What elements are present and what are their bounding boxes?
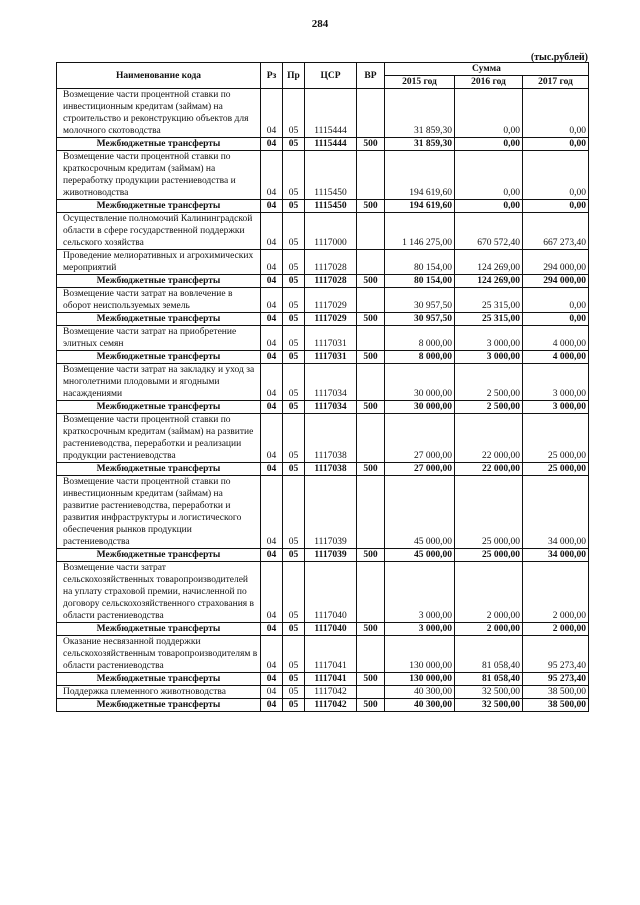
cell-y2015: 27 000,00 (385, 414, 455, 463)
cell-y2015: 30 000,00 (385, 401, 455, 414)
table-row (57, 686, 589, 699)
cell-csr: 1115450 (305, 151, 357, 200)
cell-pr: 05 (283, 351, 305, 364)
cell-csr: 1117041 (305, 673, 357, 686)
cell-name: Межбюджетные трансферты (57, 623, 261, 636)
cell-name: Возмещение части процентной ставки по краткосрочным кредитам (займам) на развитие растениеводства, переработки и реализации продукции растениеводства (57, 414, 261, 463)
cell-y2017: 3 000,00 (523, 401, 589, 414)
table-body (57, 89, 589, 712)
cell-name: Возмещение части затрат на приобретение элитных семян (57, 326, 261, 351)
cell-y2017: 38 500,00 (523, 686, 589, 699)
cell-vr (357, 89, 385, 138)
cell-vr (357, 414, 385, 463)
cell-csr: 1117042 (305, 686, 357, 699)
cell-y2017: 0,00 (523, 288, 589, 313)
cell-csr: 1117028 (305, 250, 357, 275)
table-row (57, 414, 589, 463)
cell-rz: 04 (261, 250, 283, 275)
cell-name: Межбюджетные трансферты (57, 699, 261, 712)
cell-y2016: 3 000,00 (455, 326, 523, 351)
cell-pr: 05 (283, 562, 305, 623)
cell-name: Межбюджетные трансферты (57, 401, 261, 414)
table-row (57, 89, 589, 138)
cell-y2015: 80 154,00 (385, 250, 455, 275)
cell-csr: 1117031 (305, 351, 357, 364)
cell-csr: 1117029 (305, 288, 357, 313)
cell-csr: 1117034 (305, 364, 357, 401)
cell-y2017: 0,00 (523, 200, 589, 213)
cell-pr: 05 (283, 673, 305, 686)
cell-pr: 05 (283, 401, 305, 414)
cell-rz: 04 (261, 288, 283, 313)
table-row (57, 401, 589, 414)
cell-y2016: 22 000,00 (455, 463, 523, 476)
cell-y2017: 25 000,00 (523, 463, 589, 476)
cell-vr (357, 288, 385, 313)
cell-y2017: 0,00 (523, 313, 589, 326)
cell-name: Осуществление полномочий Калининградской области в сфере государственной поддержки сельского хозяйства (57, 213, 261, 250)
cell-y2016: 670 572,40 (455, 213, 523, 250)
cell-y2015: 45 000,00 (385, 476, 455, 549)
cell-pr: 05 (283, 686, 305, 699)
cell-y2015: 130 000,00 (385, 636, 455, 673)
cell-csr: 1117034 (305, 401, 357, 414)
cell-pr: 05 (283, 313, 305, 326)
cell-name: Межбюджетные трансферты (57, 200, 261, 213)
cell-y2015: 80 154,00 (385, 275, 455, 288)
cell-y2017: 4 000,00 (523, 351, 589, 364)
cell-y2015: 30 957,50 (385, 288, 455, 313)
cell-vr: 500 (357, 673, 385, 686)
cell-pr: 05 (283, 213, 305, 250)
table-row (57, 476, 589, 549)
cell-y2016: 22 000,00 (455, 414, 523, 463)
page-number: 284 (311, 18, 329, 30)
cell-y2016: 2 000,00 (455, 623, 523, 636)
cell-vr: 500 (357, 275, 385, 288)
cell-csr: 1117038 (305, 463, 357, 476)
header-pr: Пр (283, 63, 305, 89)
table-row (57, 151, 589, 200)
header-name: Наименование кода (57, 63, 261, 89)
cell-rz: 04 (261, 636, 283, 673)
cell-name: Межбюджетные трансферты (57, 138, 261, 151)
cell-vr (357, 326, 385, 351)
cell-y2015: 8 000,00 (385, 351, 455, 364)
table-row (57, 549, 589, 562)
cell-rz: 04 (261, 623, 283, 636)
cell-vr: 500 (357, 200, 385, 213)
cell-y2016: 0,00 (455, 89, 523, 138)
cell-y2016: 25 000,00 (455, 549, 523, 562)
units-label: (тыс.рублей) (530, 52, 588, 63)
table-row (57, 275, 589, 288)
cell-rz: 04 (261, 414, 283, 463)
table-row (57, 213, 589, 250)
cell-name: Межбюджетные трансферты (57, 673, 261, 686)
cell-y2016: 25 000,00 (455, 476, 523, 549)
cell-y2017: 95 273,40 (523, 673, 589, 686)
cell-y2017: 95 273,40 (523, 636, 589, 673)
cell-y2015: 40 300,00 (385, 686, 455, 699)
cell-rz: 04 (261, 549, 283, 562)
cell-y2016: 2 000,00 (455, 562, 523, 623)
table-row (57, 562, 589, 623)
cell-csr: 1117040 (305, 562, 357, 623)
cell-name: Межбюджетные трансферты (57, 463, 261, 476)
cell-y2015: 30 957,50 (385, 313, 455, 326)
cell-pr: 05 (283, 288, 305, 313)
cell-name: Оказание несвязанной поддержки сельскохозяйственным товаропроизводителям в области растениеводства (57, 636, 261, 673)
table-row (57, 699, 589, 712)
cell-name: Проведение мелиоративных и агрохимических мероприятий (57, 250, 261, 275)
cell-vr (357, 562, 385, 623)
cell-y2017: 38 500,00 (523, 699, 589, 712)
cell-y2017: 2 000,00 (523, 623, 589, 636)
table-row (57, 138, 589, 151)
cell-vr (357, 476, 385, 549)
cell-y2017: 667 273,40 (523, 213, 589, 250)
cell-rz: 04 (261, 138, 283, 151)
cell-y2015: 194 619,60 (385, 151, 455, 200)
cell-csr: 1117028 (305, 275, 357, 288)
cell-y2017: 294 000,00 (523, 275, 589, 288)
header-csr: ЦСР (305, 63, 357, 89)
cell-name: Межбюджетные трансферты (57, 351, 261, 364)
cell-pr: 05 (283, 89, 305, 138)
header-rz: Рз (261, 63, 283, 89)
cell-csr: 1115450 (305, 200, 357, 213)
table-row (57, 673, 589, 686)
cell-pr: 05 (283, 250, 305, 275)
cell-csr: 1117039 (305, 476, 357, 549)
table-row (57, 288, 589, 313)
cell-rz: 04 (261, 463, 283, 476)
cell-y2017: 4 000,00 (523, 326, 589, 351)
cell-name: Возмещение части затрат на вовлечение в оборот неиспользуемых земель (57, 288, 261, 313)
header-2016: 2016 год (455, 76, 523, 89)
cell-pr: 05 (283, 463, 305, 476)
cell-csr: 1117038 (305, 414, 357, 463)
cell-y2017: 3 000,00 (523, 364, 589, 401)
cell-pr: 05 (283, 138, 305, 151)
cell-name: Возмещение части процентной ставки по инвестиционным кредитам (займам) на строительство и реконструкцию объектов для молочного скотоводства (57, 89, 261, 138)
table-row (57, 200, 589, 213)
cell-csr: 1117042 (305, 699, 357, 712)
cell-vr: 500 (357, 463, 385, 476)
cell-y2016: 32 500,00 (455, 699, 523, 712)
cell-name: Поддержка племенного животноводства (57, 686, 261, 699)
cell-y2015: 40 300,00 (385, 699, 455, 712)
cell-y2015: 8 000,00 (385, 326, 455, 351)
cell-rz: 04 (261, 151, 283, 200)
header-2017: 2017 год (523, 76, 589, 89)
table-row (57, 313, 589, 326)
table-row (57, 463, 589, 476)
cell-y2016: 32 500,00 (455, 686, 523, 699)
cell-name: Возмещение части затрат сельскохозяйственных товаропроизводителей на уплату страховой премии, начисленной по договору сельскохозяйственного страхования в области растениеводства (57, 562, 261, 623)
table-row (57, 250, 589, 275)
cell-rz: 04 (261, 686, 283, 699)
cell-rz: 04 (261, 476, 283, 549)
cell-pr: 05 (283, 364, 305, 401)
cell-y2016: 25 315,00 (455, 288, 523, 313)
header-vr: ВР (357, 63, 385, 89)
cell-vr (357, 364, 385, 401)
cell-pr: 05 (283, 275, 305, 288)
cell-y2015: 130 000,00 (385, 673, 455, 686)
cell-y2015: 30 000,00 (385, 364, 455, 401)
cell-y2015: 31 859,30 (385, 89, 455, 138)
cell-name: Возмещение части процентной ставки по краткосрочным кредитам (займам) на переработку продукции растениеводства и животноводства (57, 151, 261, 200)
cell-vr: 500 (357, 699, 385, 712)
cell-vr: 500 (357, 401, 385, 414)
cell-pr: 05 (283, 326, 305, 351)
cell-name: Межбюджетные трансферты (57, 313, 261, 326)
cell-y2015: 45 000,00 (385, 549, 455, 562)
cell-pr: 05 (283, 414, 305, 463)
cell-csr: 1117041 (305, 636, 357, 673)
cell-vr: 500 (357, 549, 385, 562)
cell-rz: 04 (261, 562, 283, 623)
cell-rz: 04 (261, 326, 283, 351)
cell-rz: 04 (261, 89, 283, 138)
cell-y2015: 27 000,00 (385, 463, 455, 476)
cell-name: Межбюджетные трансферты (57, 549, 261, 562)
table-row (57, 326, 589, 351)
cell-name: Возмещение части процентной ставки по инвестиционным кредитам (займам) на развитие растениеводства, переработки и развития инфраструктуры и логистического обеспечения рынков продукции растениеводства (57, 476, 261, 549)
cell-vr (357, 686, 385, 699)
cell-y2015: 194 619,60 (385, 200, 455, 213)
cell-csr: 1115444 (305, 89, 357, 138)
cell-vr (357, 636, 385, 673)
cell-name: Межбюджетные трансферты (57, 275, 261, 288)
cell-csr: 1117029 (305, 313, 357, 326)
cell-rz: 04 (261, 401, 283, 414)
header-2015: 2015 год (385, 76, 455, 89)
header-sum: Сумма (385, 63, 589, 76)
cell-y2016: 0,00 (455, 151, 523, 200)
cell-y2017: 34 000,00 (523, 549, 589, 562)
cell-y2017: 25 000,00 (523, 414, 589, 463)
table-row (57, 623, 589, 636)
cell-y2015: 3 000,00 (385, 623, 455, 636)
cell-pr: 05 (283, 476, 305, 549)
cell-vr: 500 (357, 313, 385, 326)
cell-pr: 05 (283, 549, 305, 562)
cell-y2016: 2 500,00 (455, 401, 523, 414)
table-row (57, 351, 589, 364)
cell-csr: 1117039 (305, 549, 357, 562)
cell-pr: 05 (283, 200, 305, 213)
cell-rz: 04 (261, 313, 283, 326)
cell-y2016: 124 269,00 (455, 250, 523, 275)
cell-rz: 04 (261, 213, 283, 250)
cell-y2017: 2 000,00 (523, 562, 589, 623)
cell-y2017: 0,00 (523, 138, 589, 151)
cell-rz: 04 (261, 275, 283, 288)
cell-pr: 05 (283, 699, 305, 712)
cell-pr: 05 (283, 151, 305, 200)
cell-y2015: 1 146 275,00 (385, 213, 455, 250)
cell-rz: 04 (261, 699, 283, 712)
cell-y2016: 2 500,00 (455, 364, 523, 401)
cell-y2016: 25 315,00 (455, 313, 523, 326)
cell-y2016: 3 000,00 (455, 351, 523, 364)
cell-pr: 05 (283, 623, 305, 636)
cell-y2016: 0,00 (455, 200, 523, 213)
cell-rz: 04 (261, 364, 283, 401)
cell-pr: 05 (283, 636, 305, 673)
cell-y2016: 81 058,40 (455, 673, 523, 686)
cell-y2017: 294 000,00 (523, 250, 589, 275)
cell-rz: 04 (261, 673, 283, 686)
cell-y2016: 0,00 (455, 138, 523, 151)
cell-vr: 500 (357, 623, 385, 636)
cell-vr (357, 213, 385, 250)
cell-csr: 1115444 (305, 138, 357, 151)
cell-vr: 500 (357, 138, 385, 151)
cell-y2016: 124 269,00 (455, 275, 523, 288)
cell-csr: 1117031 (305, 326, 357, 351)
cell-vr: 500 (357, 351, 385, 364)
cell-y2016: 81 058,40 (455, 636, 523, 673)
cell-y2015: 3 000,00 (385, 562, 455, 623)
table-header (57, 63, 589, 89)
cell-y2015: 31 859,30 (385, 138, 455, 151)
cell-rz: 04 (261, 351, 283, 364)
cell-name: Возмещение части затрат на закладку и уход за многолетними плодовыми и ягодными насаждениями (57, 364, 261, 401)
table-row (57, 636, 589, 673)
cell-y2017: 34 000,00 (523, 476, 589, 549)
cell-rz: 04 (261, 200, 283, 213)
cell-csr: 1117040 (305, 623, 357, 636)
cell-y2017: 0,00 (523, 89, 589, 138)
table-row (57, 364, 589, 401)
cell-vr (357, 151, 385, 200)
budget-table (56, 62, 589, 712)
cell-csr: 1117000 (305, 213, 357, 250)
cell-vr (357, 250, 385, 275)
cell-y2017: 0,00 (523, 151, 589, 200)
